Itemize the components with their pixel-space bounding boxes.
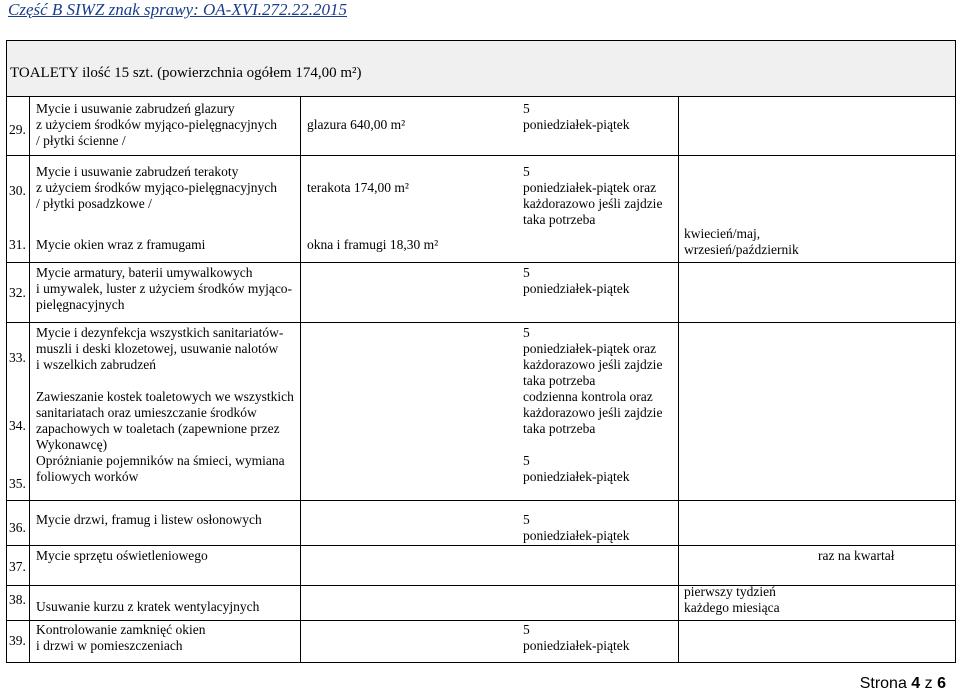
frequency: taka potrzeba: [523, 373, 596, 388]
frequency: taka potrzeba: [523, 212, 596, 227]
task-line: Usuwanie kurzu z kratek wentylacyjnych: [36, 599, 260, 614]
task-line: foliowych worków: [36, 469, 139, 484]
frequency: 5: [523, 325, 530, 340]
frequency: każdorazowo jeśli zajdzie: [523, 357, 663, 372]
frequency: 5: [523, 265, 530, 280]
task-line: Mycie okien wraz z framugami: [36, 237, 206, 252]
footer-mid: z: [920, 675, 938, 692]
task-line: Mycie armatury, baterii umywalkowych: [36, 265, 253, 280]
frequency: każdorazowo jeśli zajdzie: [523, 405, 663, 420]
task-line: Mycie i dezynfekcja wszystkich sanitariatów-: [36, 325, 284, 340]
task-line: z użyciem środków myjąco-pielęgnacyjnych: [36, 180, 278, 195]
task-line: Mycie i usuwanie zabrudzeń glazury: [36, 101, 235, 116]
row-divider: [7, 620, 955, 621]
task-line: muszli i deski klozetowej, usuwanie nalotów: [36, 341, 279, 356]
extra-frequency: każdego miesiąca: [684, 600, 780, 615]
row-number: 30.: [9, 183, 26, 198]
row-number: 35.: [9, 476, 26, 491]
extra-frequency: pierwszy tydzień: [684, 584, 776, 599]
task-line: zapachowych w toaletach (zapewnione przez: [36, 421, 280, 436]
frequency: 5: [523, 622, 530, 637]
task-line: / płytki posadzkowe /: [36, 196, 152, 211]
task-line: Wykonawcę): [36, 437, 108, 452]
extra-frequency: kwiecień/maj,: [684, 226, 761, 241]
row-number: 36.: [9, 520, 26, 535]
task-line: i umywalek, luster z użyciem środków myjąco-: [36, 281, 293, 296]
row-number: 37.: [9, 559, 26, 574]
row-divider: [7, 500, 955, 501]
area-value: glazura 640,00 m²: [307, 117, 406, 132]
row-number: 38.: [9, 592, 26, 607]
task-line: pielęgnacyjnych: [36, 297, 125, 312]
frequency: codzienna kontrola oraz: [523, 389, 653, 404]
section-title: TOALETY ilość 15 szt. (powierzchnia ogółem 174,00 m²): [10, 65, 362, 81]
frequency: 5: [523, 164, 530, 179]
row-number: 39.: [9, 633, 26, 648]
task-line: Mycie i usuwanie zabrudzeń terakoty: [36, 164, 239, 179]
col-divider: [29, 97, 30, 663]
document-header: Część B SIWZ znak sprawy: OA-XVI.272.22.2015: [8, 0, 348, 19]
extra-frequency: wrzesień/październik: [684, 242, 799, 257]
frequency: poniedziałek-piątek oraz: [523, 180, 657, 195]
task-line: Mycie drzwi, framug i listew osłonowych: [36, 512, 262, 527]
row-divider: [7, 585, 955, 586]
footer-prefix: Strona: [859, 675, 912, 692]
frequency: poniedziałek-piątek: [523, 469, 630, 484]
task-line: sanitariatach oraz umieszczanie środków: [36, 405, 257, 420]
col-divider: [678, 97, 679, 663]
task-line: Opróżnianie pojemników na śmieci, wymiana: [36, 453, 285, 468]
task-line: Kontrolowanie zamknięć okien: [36, 622, 206, 637]
frequency: poniedziałek-piątek: [523, 281, 630, 296]
page-footer: [860, 675, 946, 693]
row-divider: [7, 262, 955, 263]
row-divider: [7, 322, 955, 323]
task-line: i wszelkich zabrudzeń: [36, 357, 156, 372]
frequency: 5: [523, 101, 530, 116]
col-divider: [300, 97, 301, 663]
task-line: i drzwi w pomieszczeniach: [36, 638, 183, 653]
task-line: / płytki ścienne /: [36, 133, 126, 148]
task-line: Mycie sprzętu oświetleniowego: [36, 548, 208, 563]
frequency: poniedziałek-piątek: [523, 638, 630, 653]
frequency: poniedziałek-piątek: [523, 117, 630, 132]
row-number: 32.: [9, 285, 26, 300]
footer-total: 6: [937, 675, 946, 692]
frequency: poniedziałek-piątek oraz: [523, 341, 657, 356]
task-line: Zawieszanie kostek toaletowych we wszystkich: [36, 389, 294, 404]
row-number: 34.: [9, 418, 26, 433]
frequency: każdorazowo jeśli zajdzie: [523, 196, 663, 211]
row-number: 33.: [9, 350, 26, 365]
row-divider: [7, 155, 955, 156]
frequency: taka potrzeba: [523, 421, 596, 436]
row-divider: [7, 545, 955, 546]
task-line: z użyciem środków myjąco-pielęgnacyjnych: [36, 117, 278, 132]
frequency: 5: [523, 512, 530, 527]
footer-page: 4: [911, 675, 921, 692]
area-value: okna i framugi 18,30 m²: [307, 237, 439, 252]
extra-frequency: raz na kwartał: [818, 548, 895, 563]
row-number: 29.: [9, 122, 26, 137]
row-number: 31.: [9, 237, 26, 252]
area-value: terakota 174,00 m²: [307, 180, 409, 195]
frequency: 5: [523, 453, 530, 468]
frequency: poniedziałek-piątek: [523, 528, 630, 543]
